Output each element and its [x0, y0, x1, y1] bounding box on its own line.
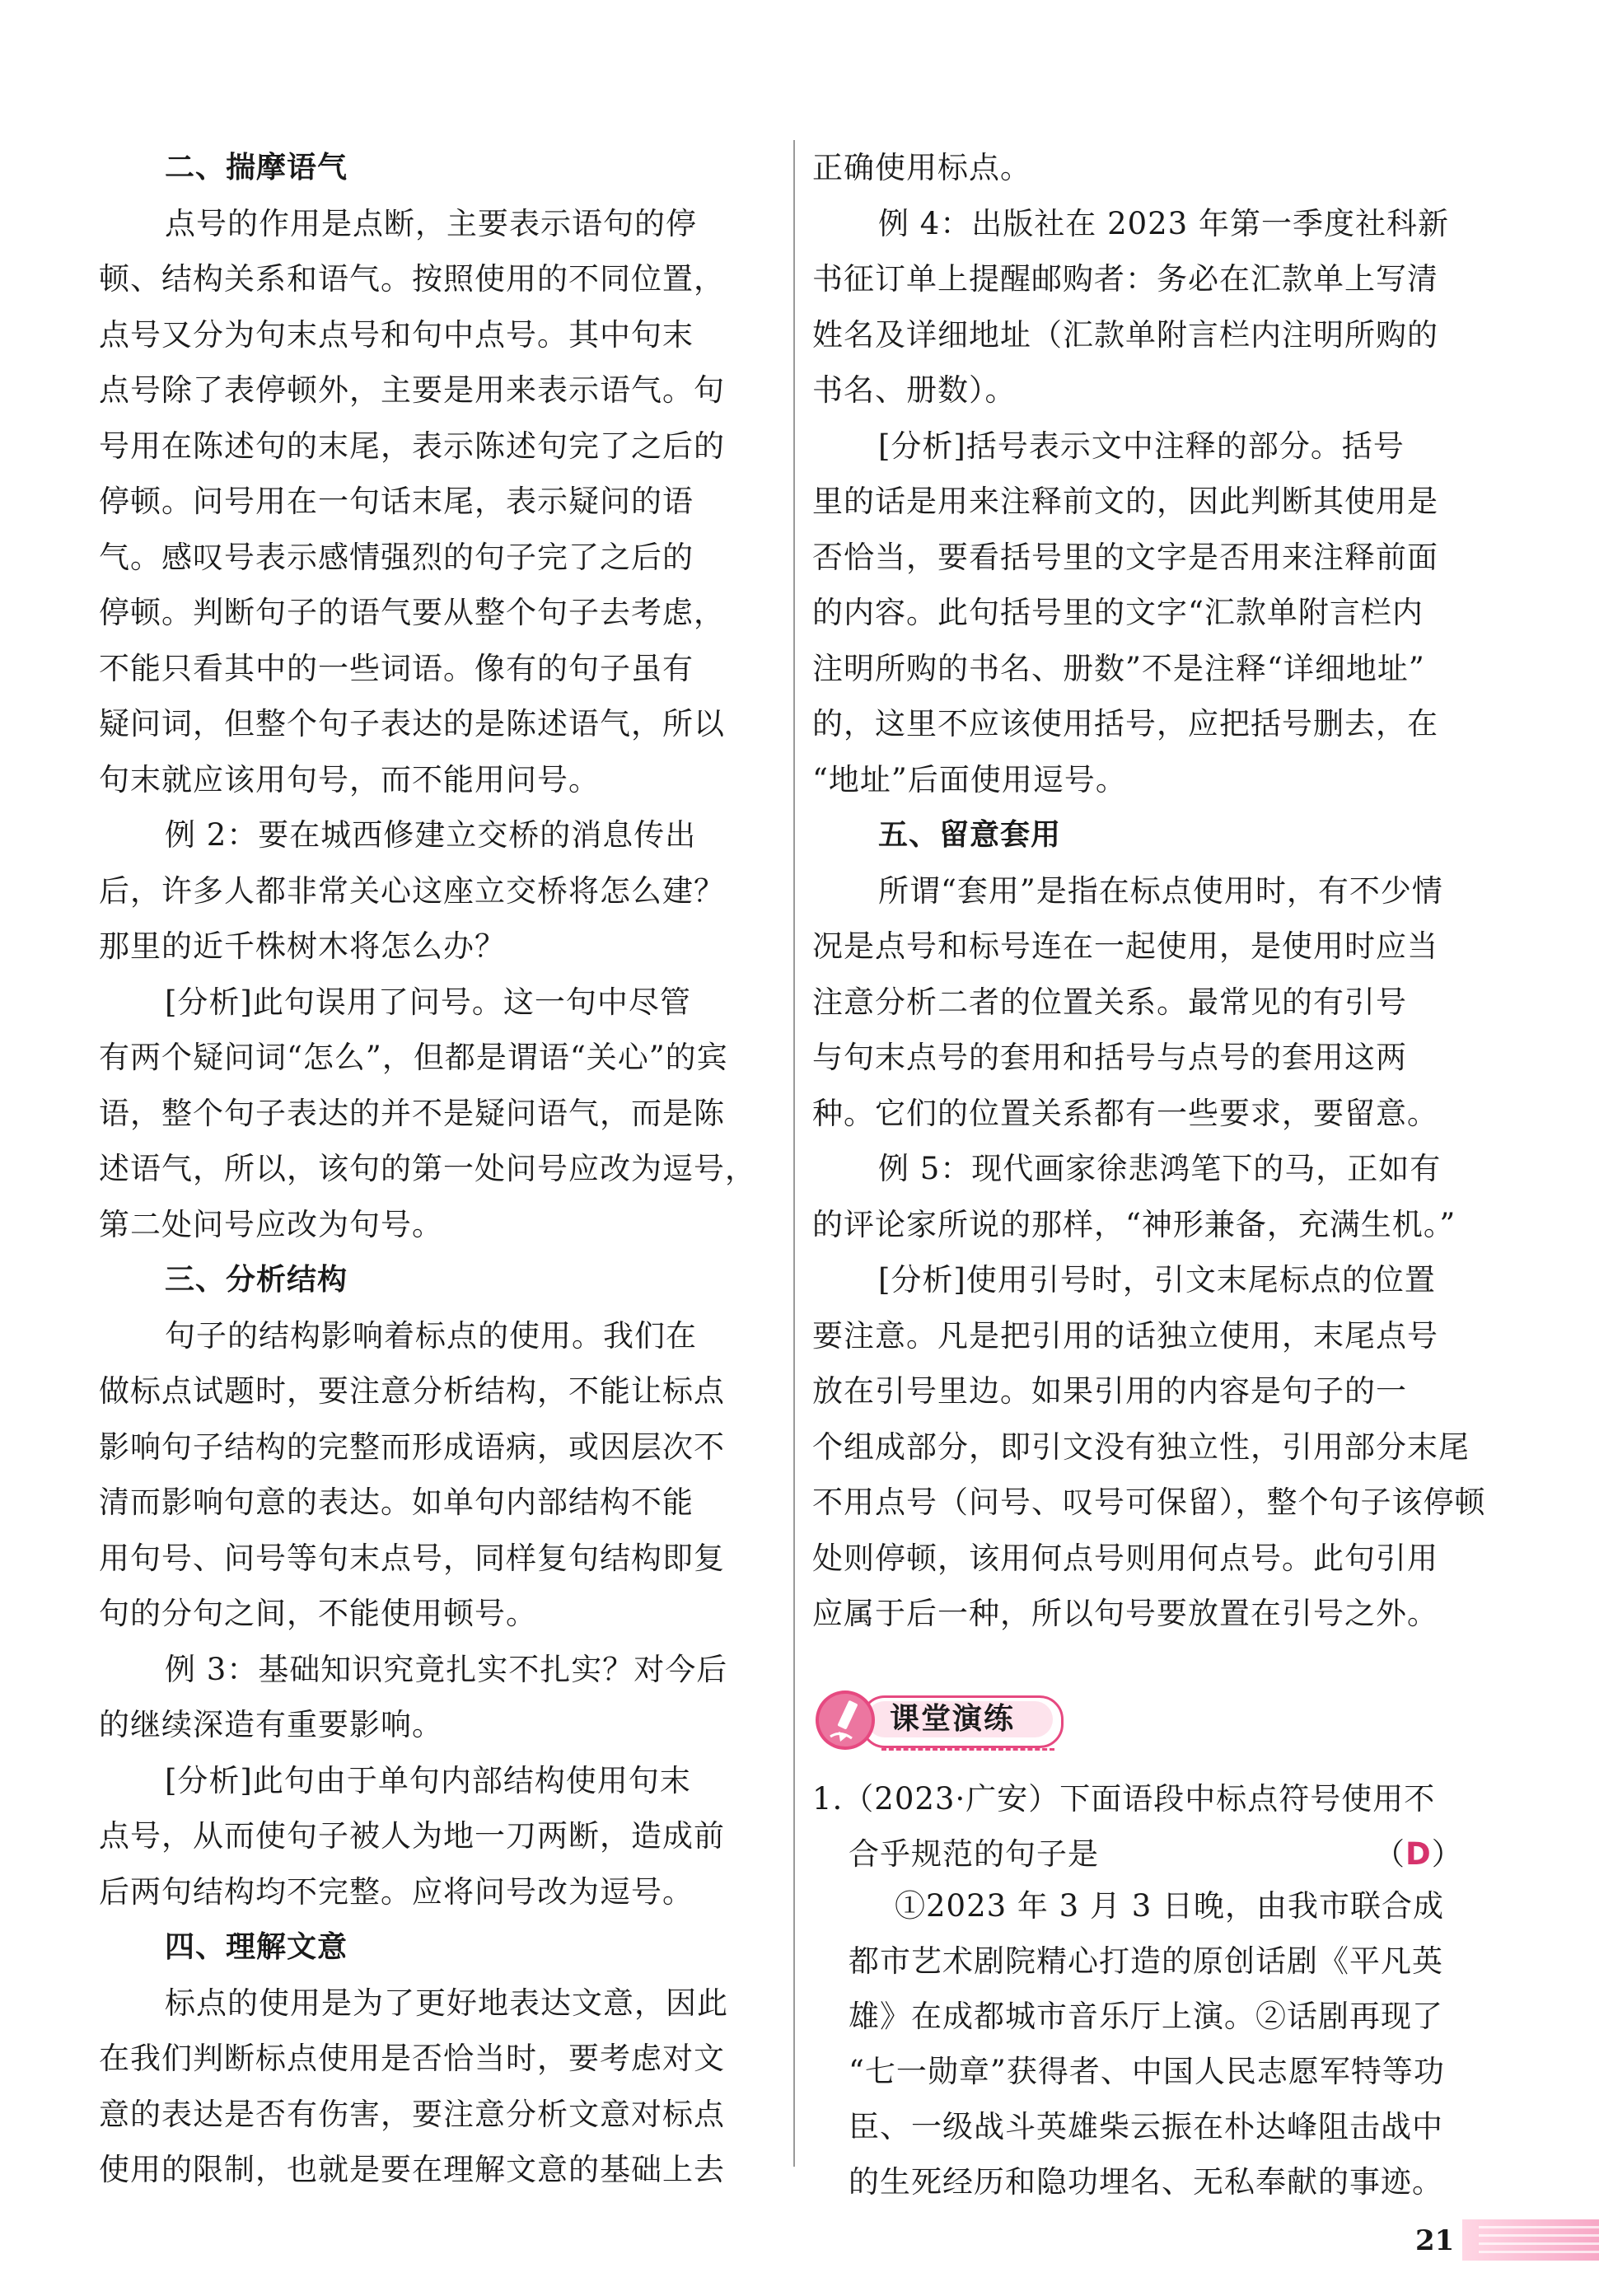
text-line: 语，整个句子表达的并不是疑问语气，而是陈: [99, 1095, 725, 1131]
text-line: [分析]此句由于单句内部结构使用句末: [165, 1762, 691, 1798]
text-line: 注意分析二者的位置关系。最常见的有引号: [812, 984, 1407, 1020]
passage-line: 雄》在成都城市音乐厅上演。②话剧再现了: [849, 1999, 1443, 2034]
text-line: 的继续深造有重要影响。: [99, 1707, 443, 1742]
text-line: 应属于后一种，所以句号要放置在引号之外。: [812, 1596, 1438, 1631]
text-line: 句子的结构影响着标点的使用。我们在: [165, 1317, 697, 1354]
text-line: 号用在陈述句的末尾，表示陈述句完了之后的: [99, 428, 725, 464]
text-line: 书名、册数）。: [812, 372, 1017, 408]
text-line: 注明所购的书名、册数”不是注释“详细地址”: [812, 650, 1425, 686]
passage-line: “七一勋章”获得者、中国人民志愿军特等功: [849, 2054, 1445, 2089]
text-line: 的内容。此句括号里的文字“汇款单附言栏内: [812, 595, 1424, 630]
text-line: 后，许多人都非常关心这座立交桥将怎么建？: [99, 872, 725, 909]
text-line: 所谓“套用”是指在标点使用时，有不少情: [878, 872, 1443, 909]
text-line: 疑问词，但整个句子表达的是陈述语气，所以: [99, 706, 725, 741]
section-heading: 二、揣摩语气: [165, 151, 348, 185]
text-line: “地址”后面使用逗号。: [812, 761, 1127, 797]
text-line: 气。感叹号表示感情强烈的句子完了之后的: [99, 539, 694, 575]
column-divider: [793, 140, 795, 2167]
bracket-open: （: [1374, 1836, 1405, 1872]
text-line: 顿、结构关系和语气。按照使用的不同位置，: [99, 261, 725, 297]
text-line: 况是点号和标号连在一起使用，是使用时应当: [812, 928, 1438, 964]
text-line: 有两个疑问词“怎么”，但都是谓语“关心”的宾: [99, 1040, 728, 1075]
text-line: 里的话是用来注释前文的，因此判断其使用是: [812, 484, 1438, 519]
banner-label: 课堂演练: [890, 1702, 1016, 1736]
text-line: 点号，从而使句子被人为地一刀两断，造成前: [99, 1818, 725, 1854]
section-heading: 三、分析结构: [165, 1263, 348, 1297]
text-line: 标点的使用是为了更好地表达文意，因此: [165, 1985, 728, 2021]
text-line: 要注意。凡是把引用的话独立使用，末尾点号: [812, 1317, 1438, 1354]
text-line: 放在引号里边。如果引用的内容是句子的一: [812, 1373, 1407, 1409]
text-line: 停顿。判断句子的语气要从整个句子去考虑，: [99, 595, 725, 630]
text-line: 的评论家所说的那样，“神形兼备，充满生机。”: [812, 1206, 1456, 1242]
text-line: 个组成部分，即引文没有独立性，引用部分末尾: [812, 1429, 1470, 1465]
text-line: 第二处问号应改为句号。: [99, 1206, 443, 1242]
text-line: 影响句子结构的完整而形成语病，或因层次不: [99, 1429, 725, 1465]
text-line: 书征订单上提醒邮购者：务必在汇款单上写清: [812, 261, 1438, 297]
text-line: 点号又分为句末点号和句中点号。其中句末: [99, 316, 694, 353]
passage-line: ①2023 年 3 月 3 日晚，由我市联合成: [895, 1888, 1445, 1924]
text-line: 不能只看其中的一些词语。像有的句子虽有: [99, 650, 694, 686]
text-line: 使用的限制，也就是要在理解文意的基础上去: [99, 2152, 725, 2187]
text-line: 例 5：现代画家徐悲鸿笔下的马，正如有: [878, 1151, 1442, 1186]
question-line-1: 1.（2023·广安）下面语段中标点符号使用不: [812, 1781, 1436, 1817]
text-line: 句的分句之间，不能使用顿号。: [99, 1596, 537, 1631]
text-line: 例 3：基础知识究竟扎实不扎实？对今后: [165, 1651, 728, 1687]
section-heading: 五、留意套用: [878, 818, 1062, 852]
answer-letter: D: [1405, 1836, 1432, 1872]
text-line: 与句末点号的套用和括号与点号的套用这两: [812, 1040, 1407, 1075]
answer-bracket: [1374, 1835, 1463, 1874]
text-line: 点号的作用是点断，主要表示语句的停: [165, 205, 697, 241]
text-line: 述语气，所以，该句的第一处问号应改为逗号，: [99, 1151, 756, 1186]
text-line: 例 2：要在城西修建立交桥的消息传出: [165, 817, 697, 853]
banner-underline: [881, 1748, 1054, 1751]
passage-line: 的生死经历和隐功埋名、无私奉献的事迹。: [849, 2164, 1443, 2200]
section-heading: 四、理解文意: [165, 1930, 348, 1964]
text-line: 意的表达是否有伤害，要注意分析文意对标点: [99, 2096, 725, 2132]
text-line: [分析]此句误用了问号。这一句中尽管: [165, 984, 691, 1020]
section-banner: [816, 1690, 1067, 1750]
text-line: [分析]使用引号时，引文末尾标点的位置: [878, 1262, 1436, 1298]
passage-line: 臣、一级战斗英雄柴云振在朴达峰阻击战中: [849, 2109, 1443, 2144]
text-line: 种。它们的位置关系都有一些要求，要留意。: [812, 1095, 1438, 1131]
text-line: 用句号、问号等句末点号，同样复句结构即复: [99, 1540, 725, 1576]
text-line: 那里的近千株树木将怎么办？: [99, 928, 506, 964]
text-line: 做标点试题时，要注意分析结构，不能让标点: [99, 1373, 725, 1409]
pencil-icon: [816, 1690, 875, 1750]
page-number: 21: [1415, 2224, 1455, 2257]
page-tab: [1462, 2219, 1599, 2261]
text-line: 句末就应该用句号，而不能用问号。: [99, 761, 600, 797]
text-line: 在我们判断标点使用是否恰当时，要考虑对文: [99, 2041, 725, 2076]
text-line: [分析]括号表示文中注释的部分。括号: [878, 428, 1405, 464]
text-line: 正确使用标点。: [812, 150, 1031, 185]
text-line: 不用点号（问号、叹号可保留），整个句子该停顿: [812, 1485, 1486, 1520]
text-line: 后两句结构均不完整。应将问号改为逗号。: [99, 1873, 694, 1910]
text-line: 的，这里不应该使用括号，应把括号删去，在: [812, 706, 1438, 741]
text-line: 姓名及详细地址（汇款单附言栏内注明所购的: [812, 316, 1438, 353]
question-line-2: 合乎规范的句子是: [849, 1836, 1099, 1872]
text-line: 否恰当，要看括号里的文字是否用来注释前面: [812, 539, 1438, 575]
text-line: 停顿。问号用在一句话末尾，表示疑问的语: [99, 484, 694, 519]
passage-line: 都市艺术剧院精心打造的原创话剧《平凡英: [849, 1943, 1443, 1979]
text-line: 清而影响句意的表达。如单句内部结构不能: [99, 1485, 694, 1520]
bracket-close: ）: [1431, 1836, 1463, 1872]
text-line: 点号除了表停顿外，主要是用来表示语气。句: [99, 372, 725, 408]
text-line: 例 4：出版社在 2023 年第一季度社科新: [878, 205, 1449, 241]
text-line: 处则停顿，该用何点号则用何点号。此句引用: [812, 1540, 1438, 1576]
